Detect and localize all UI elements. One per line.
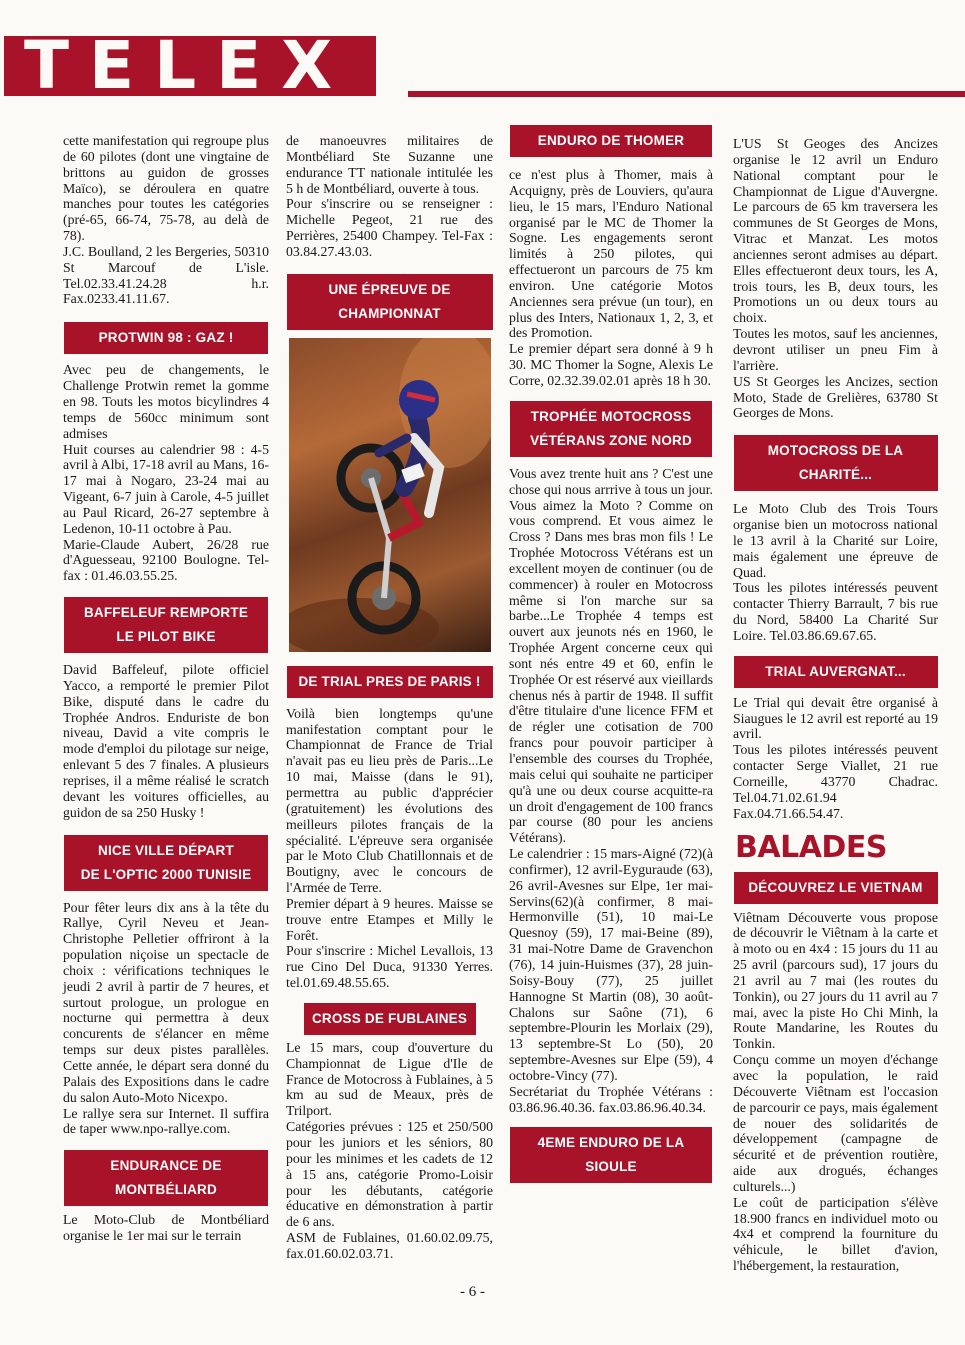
section-heading: DE TRIAL PRES DE PARIS ! <box>287 666 493 698</box>
section-heading <box>510 401 712 457</box>
paragraph: cette manifestation qui regroupe plus de 60 pilotes (dont une vingtaine de brittons au guidon de grosses Maïco), se déroulera en quatre manches pour toutes les catégories (pré-65, 66-74, 75-78, au delà de 78). <box>63 133 269 244</box>
paragraph: Premier départ à 9 heures. Maisse se trouve entre Etampes et Milly le Forêt. <box>286 895 493 943</box>
paragraph: Viêtnam Découverte vous propose de découvrir le Viêtnam à la carte et à moto ou en 4x4 : 15 jours du 11 au 25 avril (parcours sud), 17 jours du 21 avril au 7 mai (les routes du Tonkin), ou 27 jours du 11 avril au 7 mai, avec la piste Ho Chi Minh, la Route Mandarine, les Routes du Tonkin. <box>733 909 938 1052</box>
paragraph: Le 15 mars, coup d'ouverture du Championnat de Ligue d'Ile de France de Motocross à Fublaines, à 5 km au sud de Meaux, près de Trilport. <box>286 1039 493 1119</box>
paragraph: Pour s'inscrire ou se renseigner : Michelle Pegeot, 21 rue des Perrières, 25400 Champey. Tel-Fax : 03.84.27.43.03. <box>286 196 493 259</box>
paragraph: David Baffeleuf, pilote officiel Yacco, a remporté le premier Pilot Bike, disputé dans le cadre du Trophée Andros. Enduriste de bon niveau, David a vite compris le mode d'emploi du pilotage sur neige, enlevant 5 des 7 finales. A plusieurs reprises, il a même réalisé le scratch devant les voitures officielles, au guidon de sa 250 Husky ! <box>63 662 269 820</box>
section-heading: UNE ÉPREUVE DE CHAMPIONNAT <box>287 274 493 330</box>
masthead-title: TELEX <box>4 36 376 96</box>
section-heading-line: NICE VILLE DÉPART <box>98 842 234 858</box>
section-title: BALADES <box>735 829 887 865</box>
paragraph: ce n'est plus à Thomer, mais à Acquigny, près de Louviers, qu'aura lieu, le 15 mars, l'Enduro National organisé par le MC de Thomer la Sogne. Les engagements seront limités à 250 pilotes, qui effectueront un parcours de 75 km environ. Une catégorie Motos Anciennes sera prévue (un tour), en plus des Inters, Nationaux 1, 2, 3, et des Promotion. <box>509 167 713 341</box>
paragraph: US St Georges les Ancizes, section Moto, Stade de Grelières, 63780 St Georges de Mons. <box>733 373 938 421</box>
paragraph: Le Moto Club des Trois Tours organise bien un motocross national le 13 avril à la Charité sur Loire, mais également une épreuve de Quad. <box>733 501 938 580</box>
section-heading: CROSS DE FUBLAINES <box>304 1003 476 1035</box>
section-heading-line: LE PILOT BIKE <box>116 629 216 645</box>
paragraph: L'US St Geoges des Ancizes organise le 12 avril un Enduro National comptant pour le Championnat de Ligue d'Auvergne. Le parcours de 65 km traversera les communes de St Georges de Mons, Vitrac et Manzat. Les motos anciennes seront admises au départ. Elles effectueront deux tours, les A, trois tours, les B, deux tours, les Promotions un ou deux tours au choix. <box>733 136 938 326</box>
paragraph: Huit courses au calendrier 98 : 4-5 avril à Albi, 17-18 avril au Mans, 16-17 mai à Nogaro, 23-24 mai au Vigeant, 6-7 juin à Carole, 4-5 juillet au Paul Ricard, 26-27 septembre à Ledenon, 10-11 octobre à Pau. <box>63 441 269 536</box>
paragraph: J.C. Boulland, 2 les Bergeries, 50310 St Marcouf de L'isle. Tel.02.33.41.24.28 h.r. Fax.0233.41.11.67. <box>63 243 269 307</box>
section-heading: ENDURANCE DE MONTBÉLIARD <box>64 1150 268 1206</box>
column-2 <box>286 125 493 1262</box>
section-heading <box>64 835 268 891</box>
paragraph: Tous les pilotes intéressés peuvent contacter Thierry Barrault, 7 bis rue du Nord, 58400 La Charité Sur Loire. Tel.03.86.69.67.65. <box>733 580 938 643</box>
paragraph: Le rallye sera sur Internet. Il suffira de taper www.npo-rallye.com. <box>63 1105 269 1137</box>
paragraph: Le premier départ sera donné à 9 h 30. MC Thomer la Sogne, Alexis Le Corre, 02.32.39.02.01 après 18 h 30. <box>509 341 713 388</box>
paragraph: Toutes les motos, sauf les anciennes, devront utiliser un pneu Fim à l'arrière. <box>733 326 938 373</box>
section-heading: DÉCOUVREZ LE VIETNAM <box>734 872 938 904</box>
section-heading-line: VÉTÉRANS ZONE NORD <box>530 432 692 448</box>
paragraph: Le calendrier : 15 mars-Aigné (72)(à confirmer), 12 avril-Eyguraude (63), 26 avril-Avesnes sur Elpe, 1er mai-Servins(62)(à confirmer, 8 mai-Hermonville (51), 10 mai-Le Quesnoy (59), 17 mai-Beine (89), 31 mai-Notre Dame de Gravenchon (76), 14 juin-Huismes (37), 28 juin-Soisy-Bouy (77), 25 juillet Hannogne St Martin (08), 30 août-Chalons sur Saône (71), 6 septembre-Plourin les Morlaix (29), 13 septembre-St Lo (50), 20 septembre-Avesnes sur Elpe (59), 4 octobre-Vincy (77). <box>509 846 713 1083</box>
section-heading: MOTOCROSS DE LA CHARITÉ... <box>734 435 938 491</box>
paragraph: Le Trial qui devait être organisé à Siaugues le 12 avril est reporté au 19 avril. <box>733 694 938 742</box>
paragraph: Marie-Claude Aubert, 26/28 rue d'Aguesseau, 92100 Boulogne. Tel-fax : 01.46.03.55.25. <box>63 536 269 584</box>
section-heading: PROTWIN 98 : GAZ ! <box>64 322 268 354</box>
column-4 <box>733 125 938 1274</box>
paragraph: Avec peu de changements, le Challenge Protwin remet la gomme en 98. Touts les motos bicylindres 4 temps de 560cc minimum sont admises <box>63 362 269 441</box>
section-heading: ENDURO DE THOMER <box>510 125 712 157</box>
paragraph: Catégories prévues : 125 et 250/500 pour les juniors et les séniors, 80 pour les minimes et les cadets de 12 à 15 ans, catégorie Promo-Loisir pour les débutants, catégorie éducative en démonstration à partir de 6 ans. <box>286 1119 493 1230</box>
section-heading-line: BAFFELEUF REMPORTE <box>83 605 249 621</box>
paragraph: Le Moto-Club de Montbéliard organise le 1er mai sur le terrain <box>63 1212 269 1244</box>
section-heading-line: DE L'OPTIC 2000 TUNISIE <box>80 866 252 882</box>
paragraph: Tous les pilotes intéressés peuvent contacter Serge Viallet, 21 rue Corneille, 43770 Chadrac. Tel.04.71.02.61.94 Fax.04.71.66.54.47. <box>733 742 938 821</box>
masthead-rule <box>408 91 965 97</box>
section-heading: TRIAL AUVERGNAT... <box>734 656 938 688</box>
page-number: - 6 - <box>460 1284 485 1300</box>
paragraph: Le coût de participation s'élève 18.900 francs en individuel moto ou 4x4 et comprend la fourniture du véhicule, le billet d'avion, l'hébergement, la restauration, <box>733 1194 938 1274</box>
section-heading <box>64 597 268 653</box>
paragraph: ASM de Fublaines, 01.60.02.09.75, fax.01.60.02.03.71. <box>286 1230 493 1261</box>
section-heading-line: TROPHÉE MOTOCROSS <box>530 408 692 424</box>
masthead <box>0 0 965 125</box>
column-3 <box>509 125 713 1183</box>
paragraph: Voilà bien longtemps qu'une manifestation comptant pour le Championnat de France de Trial n'avait pas eu lieu près de Paris...Le 10 mai, Maisse (dans le 91), permettra au public d'apprécier (gratuitement) les évolutions des meilleurs pilotes français de la spécialité. L'épreuve sera organisée par le Moto Club Chatillonnais et de Boutigny, avec le concours de l'Armée de Terre. <box>286 705 493 896</box>
section-heading: 4EME ENDURO DE LA SIOULE <box>510 1127 712 1183</box>
trial-rider-illustration <box>289 338 491 652</box>
paragraph: de manoeuvres militaires de Montbéliard Ste Suzanne une endurance TT nationale intitulée les 5 h de Montbéliard, ouverte à tous. <box>286 133 493 196</box>
paragraph: Pour fêter leurs dix ans à la tête du Rallye, Cyril Neveu et Jean-Christophe Pelletier offriront à la population niçoise un spectacle de choix : vérifications techniques le jeudi 2 avril à partir de 7 heures, et surtout prologue, un prologue en nocturne qui permettra à deux concurents de s'élancer en même temps sur deux pistes parallèles. Cette année, le départ sera donné du Palais des Expositions dans le cadre du salon Auto-Moto Nicexpo. <box>63 899 269 1105</box>
trial-rider-photo <box>289 338 491 652</box>
column-1 <box>63 125 269 1244</box>
paragraph: Pour s'inscrire : Michel Levallois, 13 rue Cino Del Duca, 91330 Yerres. tel.01.69.48.55.65. <box>286 943 493 991</box>
paragraph: Vous avez trente huit ans ? C'est une chose qui nous arrrive à tous un jour. Vous aimez la Moto ? Comme on vous comprend. Et vous aimez le Cross ? Dans mes bras mon fils ! Le Trophée Motocross Vétérans est un excellent moyen de continuer (ou de commencer) à rouler en Motocross même si l'on marche sur sa barbe...Le Trophée 4 temps est ouvert aux jeunots nés en 1960, le Trophée Argent concerne ceux qui sont nés entre 49 et 60, enfin le Trophée Or est réservé aux vieillards chenus nés à partir de 1948. Il suffit d'être titulaire d'une licence FFM et de régler une cotisation de 700 francs pour pouvoir participer à l'ensemble des courses du Trophée, mais celui qui souhaite ne participer qu'à une ou deux course acquitte-ra un droit d'engagement de 100 francs par course (80 pour les anciens Vétérans). <box>509 465 713 846</box>
paragraph: Conçu comme un moyen d'échange avec la population, le raid Découverte Viêtnam est l'occasion de parcourir ce pays, mais également de nouer des solidarités de développement (campagne de sécurité et de prévention routière, aide aux drogués, échanges culturels...) <box>733 1052 938 1194</box>
paragraph: Secrétariat du Trophée Vétérans : 03.86.96.40.36. fax.03.86.96.40.34. <box>509 1083 713 1115</box>
